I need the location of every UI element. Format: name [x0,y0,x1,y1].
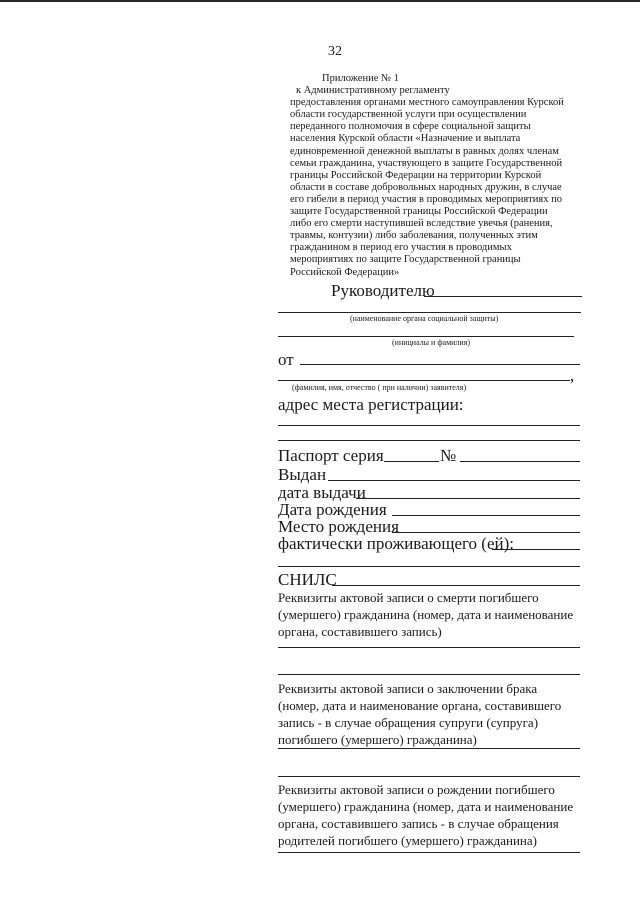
passport-number-field[interactable] [460,461,580,462]
appendix-line: границы Российской Федерации на территории Курской [290,169,542,181]
death-record-field-2[interactable] [278,674,580,675]
addressee-name-field[interactable] [424,296,582,297]
registration-address-label: адрес места регистрации: [278,395,464,414]
registration-address-field-2[interactable] [278,440,580,441]
issued-by-field[interactable] [328,480,580,481]
appendix-line: гражданином в период его участия в проводимых [290,242,512,254]
appendix-line: защите Государственной границы Российской Федерации [290,206,548,218]
snils-label: СНИЛС [278,570,337,589]
initials-field[interactable] [278,336,574,337]
issue-date-label: дата выдачи [278,483,366,502]
passport-series-label: Паспорт серия [278,446,384,465]
actual-residence-field-2[interactable] [278,566,580,567]
birth-record-field[interactable] [278,852,580,853]
appendix-line: травмы, контузии) либо заболевания, полученных этим [290,230,538,242]
marriage-record-field[interactable] [278,748,580,749]
marriage-record-line: запись - в случае обращения супруги (супруга) [278,715,539,730]
birth-place-label: Место рождения [278,517,399,536]
death-record-field[interactable] [278,647,580,648]
death-record-label [278,589,573,640]
death-record-line: (умершего) гражданина (номер, дата и наименование [278,607,574,622]
birth-record-line: родителей погибшего (умершего) гражданина) [278,833,537,848]
appendix-line: единовременной денежной выплаты в равных долях членам [290,145,559,157]
birth-record-line: (умершего) гражданина (номер, дата и наименование [278,799,574,814]
marriage-record-line: (номер, дата и наименование органа, составившего [278,698,562,713]
page-number: 32 [328,44,342,59]
marriage-record-field-2[interactable] [278,776,580,777]
marriage-record-label [278,680,561,748]
birth-date-field[interactable] [392,515,580,516]
trailing-comma: , [570,366,575,385]
appendix-line: населения Курской области «Назначение и выплата [290,133,521,145]
registration-address-field[interactable] [278,425,580,426]
birth-record-line: Реквизиты актовой записи о рождении погибшего [278,782,555,797]
social-org-field[interactable] [278,312,581,313]
applicant-field-2[interactable] [278,380,570,381]
applicant-field[interactable] [300,364,580,365]
appendix-line: мероприятиях по защите Государственной границы [290,254,521,266]
appendix-line: переданного полномочия в сфере социальной защиты [290,121,531,133]
appendix-line: предоставления органами местного самоуправления Курской [290,97,564,109]
birth-date-label: Дата рождения [278,500,387,519]
birth-record-line: органа, составившего запись - в случае обращения [278,816,559,831]
marriage-record-line: Реквизиты актовой записи о заключении брака [278,681,538,696]
appendix-line: семьи гражданина, участвующего в защите Государственной [290,157,563,169]
death-record-line: органа, составившего запись) [278,624,442,639]
snils-field[interactable] [332,585,580,586]
addressee-label: Руководителю [331,281,435,300]
appendix-line: области в составе добровольных народных дружин, в случае [290,181,562,193]
issued-by-label: Выдан [278,465,327,484]
from-label: от [278,350,294,369]
appendix-line: его гибели в период участия в проводимых мероприятиях по [290,193,562,205]
marriage-record-line: погибшего (умершего) гражданина) [278,732,477,747]
appendix-title: Приложение № 1 [322,73,399,84]
social-org-hint: (наименование органа социальной защиты) [350,314,499,323]
death-record-line: Реквизиты актовой записи о смерти погибшего [278,590,539,605]
passport-number-label: № [440,446,457,465]
appendix-header [290,73,590,279]
birth-place-field[interactable] [392,532,580,533]
appendix-line: области государственной услуги при осуществлении [290,109,527,121]
top-page-border [0,0,640,2]
appendix-line: к Административному регламенту [296,85,450,97]
applicant-hint: (фамилия, имя, отчество ( при наличии) заявителя) [292,383,467,392]
actual-residence-label: фактически проживающего (ей): [278,534,514,553]
appendix-line: либо его смерти наступившей вследствие увечья (ранения, [290,218,553,230]
initials-hint: (инициалы и фамилия) [392,338,471,347]
passport-series-field[interactable] [384,461,439,462]
birth-record-label [278,781,573,849]
appendix-line: Российской Федерации» [290,266,400,278]
issue-date-field[interactable] [356,498,580,499]
actual-residence-field[interactable] [492,549,580,550]
